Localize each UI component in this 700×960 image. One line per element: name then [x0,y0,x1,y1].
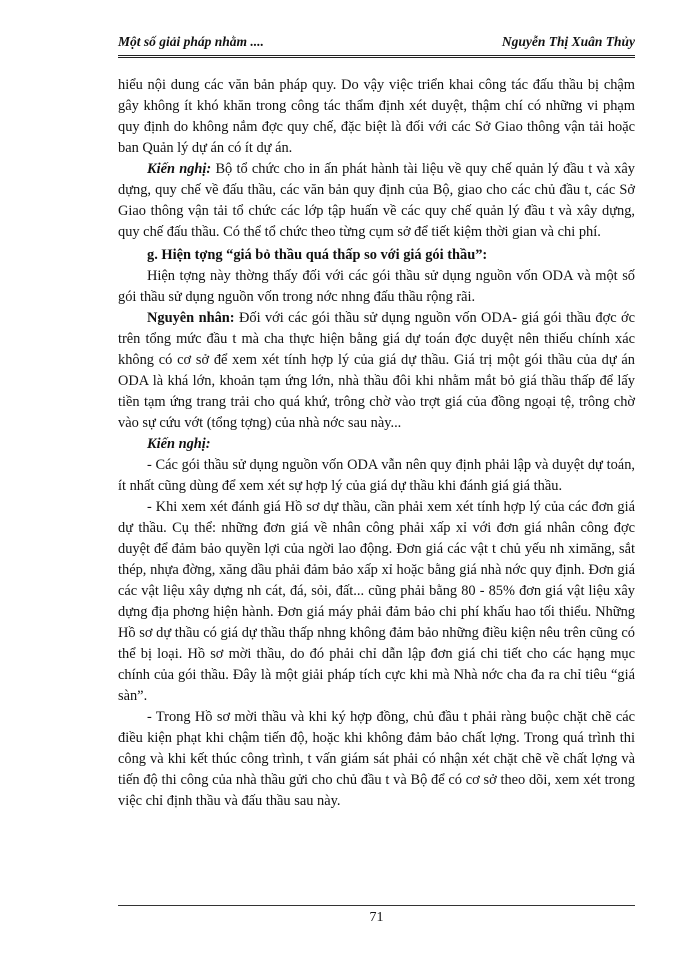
header-author-name: Nguyễn Thị Xuân Thủy [501,34,635,49]
header-document-title: Một số giải pháp nhằm .... [118,34,264,49]
paragraph-intro: hiểu nội dung các văn bản pháp quy. Do vậy việc triển khai công tác đấu thầu bị chậm gây không ít khó khăn trong công tác thẩm định xét duyệt, thậm chí có những vi phạm quy định do không nắm đợc quy chế, đặc biệt là đối với các Sở Giao thông vận tải hoặc ban Quản lý dự án có ít dự án. [118,77,635,156]
bullet-paragraph-3: - Trong Hồ sơ mời thầu và khi ký hợp đồng, chủ đầu t phải ràng buộc chặt chẽ các điều kiện phạt khi chậm tiến độ, hoặc khi không đảm bảo chất lợng. Trong quá trình thi công và khi kết thúc công trình, t vấn giám sát phải có nhận xét chặt chẽ về chất lợng và tiến độ thi công của nhà thầu gửi cho chủ đầu t và Bộ để có cơ sở theo dõi, xem xét trong việc chỉ định thầu và đấu thầu sau này. [118,709,635,809]
page-body [118,75,635,812]
paragraph-phenomenon: Hiện tợng này thờng thấy đối với các gói thầu sử dụng nguồn vốn ODA và một số gói thầu sử dụng nguồn vốn trong nớc nhng đấu thầu rộng rãi. [118,268,635,305]
cause-label: Nguyên nhân: [147,310,235,326]
bullet-paragraph-1: - Các gói thầu sử dụng nguồn vốn ODA vẫn nên quy định phải lập và duyệt dự toán, ít nhất cũng dùng để xem xét sự hợp lý của giá dự thầu khi đánh giá giá thầu. [118,457,635,494]
page-header [118,34,635,52]
recommendation-label: Kiến nghị: [147,161,212,177]
paragraph-cause [118,308,635,434]
paragraph-recommendation-1 [118,159,635,243]
footer-divider [118,905,635,906]
section-heading-g: g. Hiện tợng “giá bỏ thầu quá thấp so với giá gói thầu”: [147,247,488,263]
recommendation-text: Bộ tổ chức cho in ấn phát hành tài liệu về quy chế quản lý đầu t và xây dựng, quy chế về đấu thầu, các văn bản quy định của Bộ, giao cho các chủ đầu t, các Sở Giao thông vận tải tổ chức các lớp tập huấn về các quy chế quản lý đầu t và xây dựng, quy chế đấu thầu. Có thể tổ chức theo từng cụm sở để tiết kiệm thời gian và chi phí. [118,161,636,240]
recommendation-heading-2: Kiến nghị: [147,436,211,452]
header-divider [118,55,635,60]
cause-text: Đối với các gói thầu sử dụng nguồn vốn ODA- giá gói thầu đợc ớc trên tổng mức đầu t mà cha thực hiện bằng giá dự toán đợc duyệt nên thiếu chính xác không có cơ sở để xem xét tính hợp lý của giá dự thầu. Giá trị một gói thầu của dự án ODA là khá lớn, khoản tạm ứng lớn, nhà thầu đôi khi nhằm mắt bỏ giá thầu thấp để lấy tiền tạm ứng trang trải cho quá khứ, trông chờ vào trợt giá của đồng ngoại tệ, trông chờ vào sự cứu vớt (tổng tợng) của nhà nớc sau này... [118,310,635,431]
page-number: 71 [369,910,384,925]
bullet-paragraph-2: - Khi xem xét đánh giá Hồ sơ dự thầu, cần phải xem xét tính hợp lý của các đơn giá dự thầu. Cụ thể: những đơn giá về nhân công phải xấp xỉ với đơn giá nhân công đợc duyệt để đảm bảo quyền lợi của ngời lao động. Đơn giá các vật t chủ yếu nh ximăng, sắt thép, nhựa đờng, xăng dầu phải đảm bảo xấp xỉ hoặc bằng giá nhà nớc quy định. Đơn giá các vật liệu xây dựng nh cát, đá, sỏi, đất... cũng phải bằng 80 - 85% đơn giá vật liệu xây dựng địa phơng hiện hành. Đơn giá máy phải đảm bảo chi phí khấu hao tối thiểu. Những Hồ sơ dự thầu có giá dự thầu thấp nhng không đảm bảo những điều kiện nêu trên cũng có thể bị loại. Hồ sơ mời thầu, do đó phải chỉ dẫn lập đơn giá chi tiết cho các hạng mục chính của gói thầu. Đây là một giải pháp tích cực khi mà Nhà nớc cha đa ra chỉ tiêu “giá sàn”. [118,499,635,704]
